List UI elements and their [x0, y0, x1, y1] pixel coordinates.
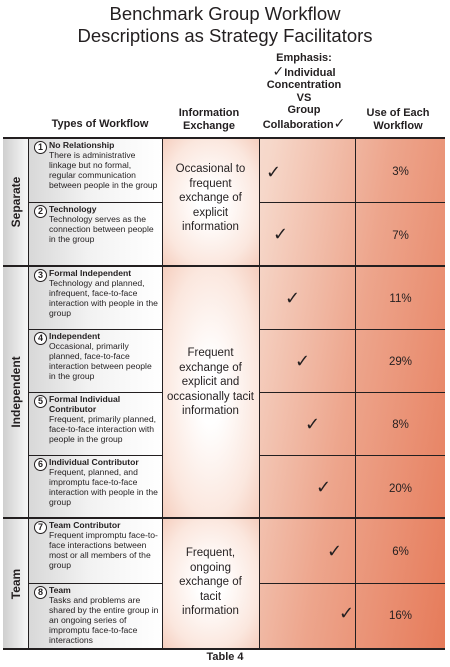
row-title-6: Individual Contributor: [49, 457, 139, 467]
workflow-row-1: [29, 138, 162, 202]
group-label-separate: [3, 138, 28, 266]
row-number-8: 8: [34, 586, 47, 599]
column-divider: [162, 138, 163, 649]
header-emph-line5: Group: [287, 104, 321, 116]
title-line-2: Descriptions as Strategy Facilitators: [77, 25, 373, 46]
check-icon: ✓: [273, 224, 289, 244]
pct-7: 6%: [392, 546, 409, 558]
row-number-2: 2: [34, 205, 47, 218]
group-label-independent-text: Independent: [8, 356, 23, 428]
title-line-1: Benchmark Group Workflow: [109, 3, 341, 24]
row-divider: [259, 583, 445, 584]
row-number-7: 7: [34, 521, 47, 534]
pct-1: 3%: [392, 166, 409, 178]
row-number-1: 1: [34, 141, 47, 154]
group-divider: [3, 265, 445, 267]
header-info-line2: Exchange: [183, 119, 235, 132]
group-label-team-text: Team: [8, 568, 23, 599]
pct-3: 11%: [389, 293, 412, 305]
group-label-independent: [3, 266, 28, 518]
row-desc-6: Frequent, planned, and impromptu face-to-face interaction with people in the group: [49, 467, 158, 507]
row-divider: [259, 329, 445, 330]
header-information-exchange: [162, 107, 256, 132]
row-divider: [29, 583, 162, 584]
header-use-of-each-workflow: [352, 107, 444, 132]
pct-6: 20%: [388, 483, 413, 495]
workflow-row-4: [29, 329, 162, 392]
group-label-separate-text: Separate: [8, 176, 23, 228]
check-icon: ✓: [333, 114, 346, 131]
workflow-row-7: [29, 518, 162, 583]
row-number-5: 5: [34, 395, 47, 408]
pct-8: 16%: [388, 610, 413, 622]
row-divider: [29, 329, 162, 330]
header-info-line1: Information: [178, 107, 240, 119]
row-desc-2: Technology serves as the connection between people in the group: [49, 214, 154, 244]
check-icon: ✓: [295, 351, 311, 371]
check-icon: ✓: [285, 288, 301, 308]
info-text-independent: Frequent exchange of explicit and occasionally tacit information: [167, 347, 254, 417]
table-caption: Table 4: [206, 651, 244, 663]
header-emph-line6: [256, 114, 352, 132]
workflow-row-6: [29, 455, 162, 518]
workflow-row-8: [29, 583, 162, 649]
header-types-of-workflow: Types of Workflow: [51, 118, 149, 130]
row-divider: [29, 202, 162, 203]
group-label-team: [3, 518, 28, 649]
row-title-5: Formal Individual Contributor: [49, 394, 121, 414]
header-emph-line3: Concentration: [266, 79, 342, 91]
row-title-7: Team Contributor: [49, 520, 121, 530]
check-icon: ✓: [272, 62, 285, 79]
row-desc-1: There is administrative linkage but no formal, regular communication between people in the group: [49, 150, 158, 190]
row-divider: [259, 392, 445, 393]
row-title-1: No Relationship: [49, 140, 115, 150]
row-divider: [29, 455, 162, 456]
row-desc-3: Technology and planned, infrequent, face-to-face interaction with people in the group: [49, 278, 158, 318]
row-divider: [29, 392, 162, 393]
pct-5: 8%: [392, 419, 409, 431]
row-desc-7: Frequent impromptu face-to-face interactions between most or all members of the group: [49, 530, 158, 570]
header-emph-line4: VS: [296, 91, 312, 104]
pct-4: 29%: [388, 356, 413, 368]
workflow-table: [3, 138, 445, 649]
check-icon: ✓: [339, 603, 355, 623]
workflow-row-3: [29, 266, 162, 329]
info-text-team: Frequent, ongoing exchange of tacit information: [179, 547, 242, 617]
column-divider: [259, 138, 260, 649]
header-emphasis: [256, 52, 352, 131]
info-text-separate: Occasional to frequent exchange of explicit information: [175, 163, 246, 233]
table-bottom-border: [3, 648, 445, 650]
row-title-8: Team: [49, 585, 71, 595]
workflow-row-2: [29, 202, 162, 266]
header-emph-line2: [256, 62, 352, 80]
check-icon: ✓: [316, 477, 332, 497]
row-number-3: 3: [34, 269, 47, 282]
check-icon: ✓: [305, 414, 321, 434]
table-top-border: [3, 137, 445, 139]
row-number-4: 4: [34, 332, 47, 345]
header-use-line2: Workflow: [373, 119, 423, 132]
check-icon: ✓: [327, 541, 343, 561]
header-emph-line1: Emphasis:: [276, 52, 332, 64]
row-desc-4: Occasional, primarily planned, face-to-face interaction between people in the group: [49, 341, 152, 381]
row-divider: [259, 202, 445, 203]
check-icon: ✓: [266, 162, 282, 182]
column-divider: [355, 138, 356, 649]
header-emph-individual: Individual: [284, 66, 336, 79]
row-title-3: Formal Independent: [49, 268, 132, 278]
row-desc-8: Tasks and problems are shared by the entire group in an ongoing series of impromptu face-to-face interactions: [49, 595, 159, 645]
pct-2: 7%: [392, 230, 409, 242]
group-divider: [3, 517, 445, 519]
row-title-2: Technology: [49, 204, 97, 214]
header-use-line1: Use of Each: [366, 107, 430, 119]
row-divider: [259, 455, 445, 456]
column-divider: [28, 138, 29, 649]
row-title-4: Independent: [49, 331, 101, 341]
workflow-row-5: [29, 392, 162, 455]
header-emph-collaboration: Collaboration: [262, 118, 334, 131]
row-desc-5: Frequent, primarily planned, face-to-face interaction with people in the group: [49, 414, 156, 444]
row-number-6: 6: [34, 458, 47, 471]
